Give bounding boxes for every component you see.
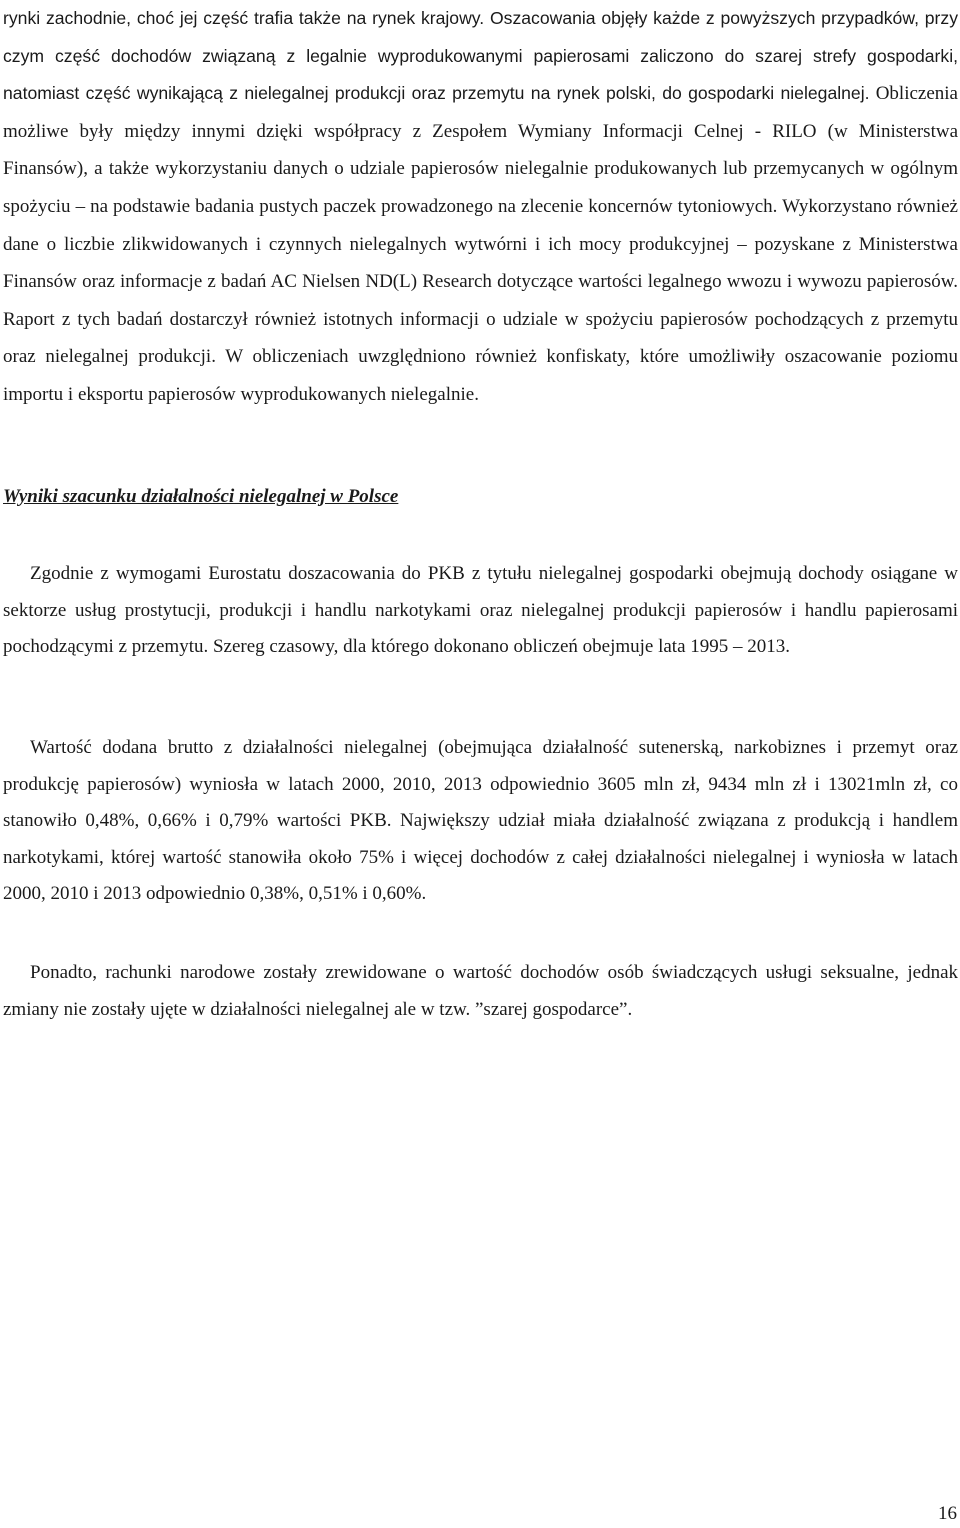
paragraph-methodology-serif-text: Obliczenia możliwe były między innymi dzięki współpracy z Zespołem Wymiany Informacji Celnej - RILO (w Ministerstwa Finansów), a także wykorzystaniu danych o udziale papierosów nielegalnie produkowanych lub przemycanych w ogólnym spożyciu – na podstawie badania pustych paczek prowadzonego na zlecenie koncernów tytoniowych. Wykorzystano również dane o liczbie zlikwidowanych i czynnych nielegalnych wytwórni i ich mocy produkcyjnej – pozyskane z Ministerstwa Finansów oraz informacje z badań AC Nielsen ND(L) Research dotyczące wartości legalnego wwozu i wywozu papierosów. Raport z tych badań dostarczył również istotnych informacji o udziale w spożyciu papierosów pochodzących z przemytu oraz nielegalnej produkcji. W obliczeniach uwzględniono również konfiskaty, które umożliwiły oszacowanie poziomu importu i eksportu papierosów wyprodukowanych nielegalnie. [3, 83, 958, 405]
paragraph-gross-value-added: Wartość dodana brutto z działalności nielegalnej (obejmująca działalność sutenerską, narkobiznes i przemyt oraz produkcję papierosów) wyniosła w latach 2000, 2010, 2013 odpowiednio 3605 mln zł, 9434 mln zł i 13021mln zł, co stanowiło 0,48%, 0,66% i 0,79% wartości PKB. Największy udział miała działalność związana z produkcją i handlem narkotykami, której wartość stanowiła około 75% i więcej dochodów z całej działalności nielegalnej i wyniosła w latach 2000, 2010 i 2013 odpowiednio 0,38%, 0,51% i 0,60%. [3, 737, 958, 905]
paragraph-revision-note: Ponadto, rachunki narodowe zostały zrewidowane o wartość dochodów osób świadczących usługi seksualne, jednak zmiany nie zostały ujęte w działalności nielegalnej ale w tzw. ”szarej gospodarce”. [3, 962, 958, 1020]
document-page [3, 0, 958, 1020]
paragraph-methodology-sans-text: rynki zachodnie, choć jej część trafia także na rynek krajowy. Oszacowania objęły każde z powyższych przypadków, przy czym część dochodów związaną z legalnie wyprodukowanymi papierosami zaliczono do szarej strefy gospodarki, natomiast część wynikającą z nielegalnej produkcji oraz przemytu na rynek polski, do gospodarki nielegalnej. [3, 8, 958, 104]
paragraph-methodology [3, 0, 958, 414]
paragraph-eurostat-requirements: Zgodnie z wymogami Eurostatu doszacowania do PKB z tytułu nielegalnej gospodarki obejmują dochody osiągane w sektorze usług prostytucji, produkcji i handlu narkotykami oraz nielegalnej produkcji papierosów i handlu papierosami pochodzącymi z przemytu. Szereg czasowy, dla którego dokonano obliczeń obejmuje lata 1995 – 2013. [3, 563, 958, 658]
section-heading: Wyniki szacunku działalności nielegalnej w Polsce [3, 486, 399, 507]
page-number: 16 [938, 1503, 957, 1524]
